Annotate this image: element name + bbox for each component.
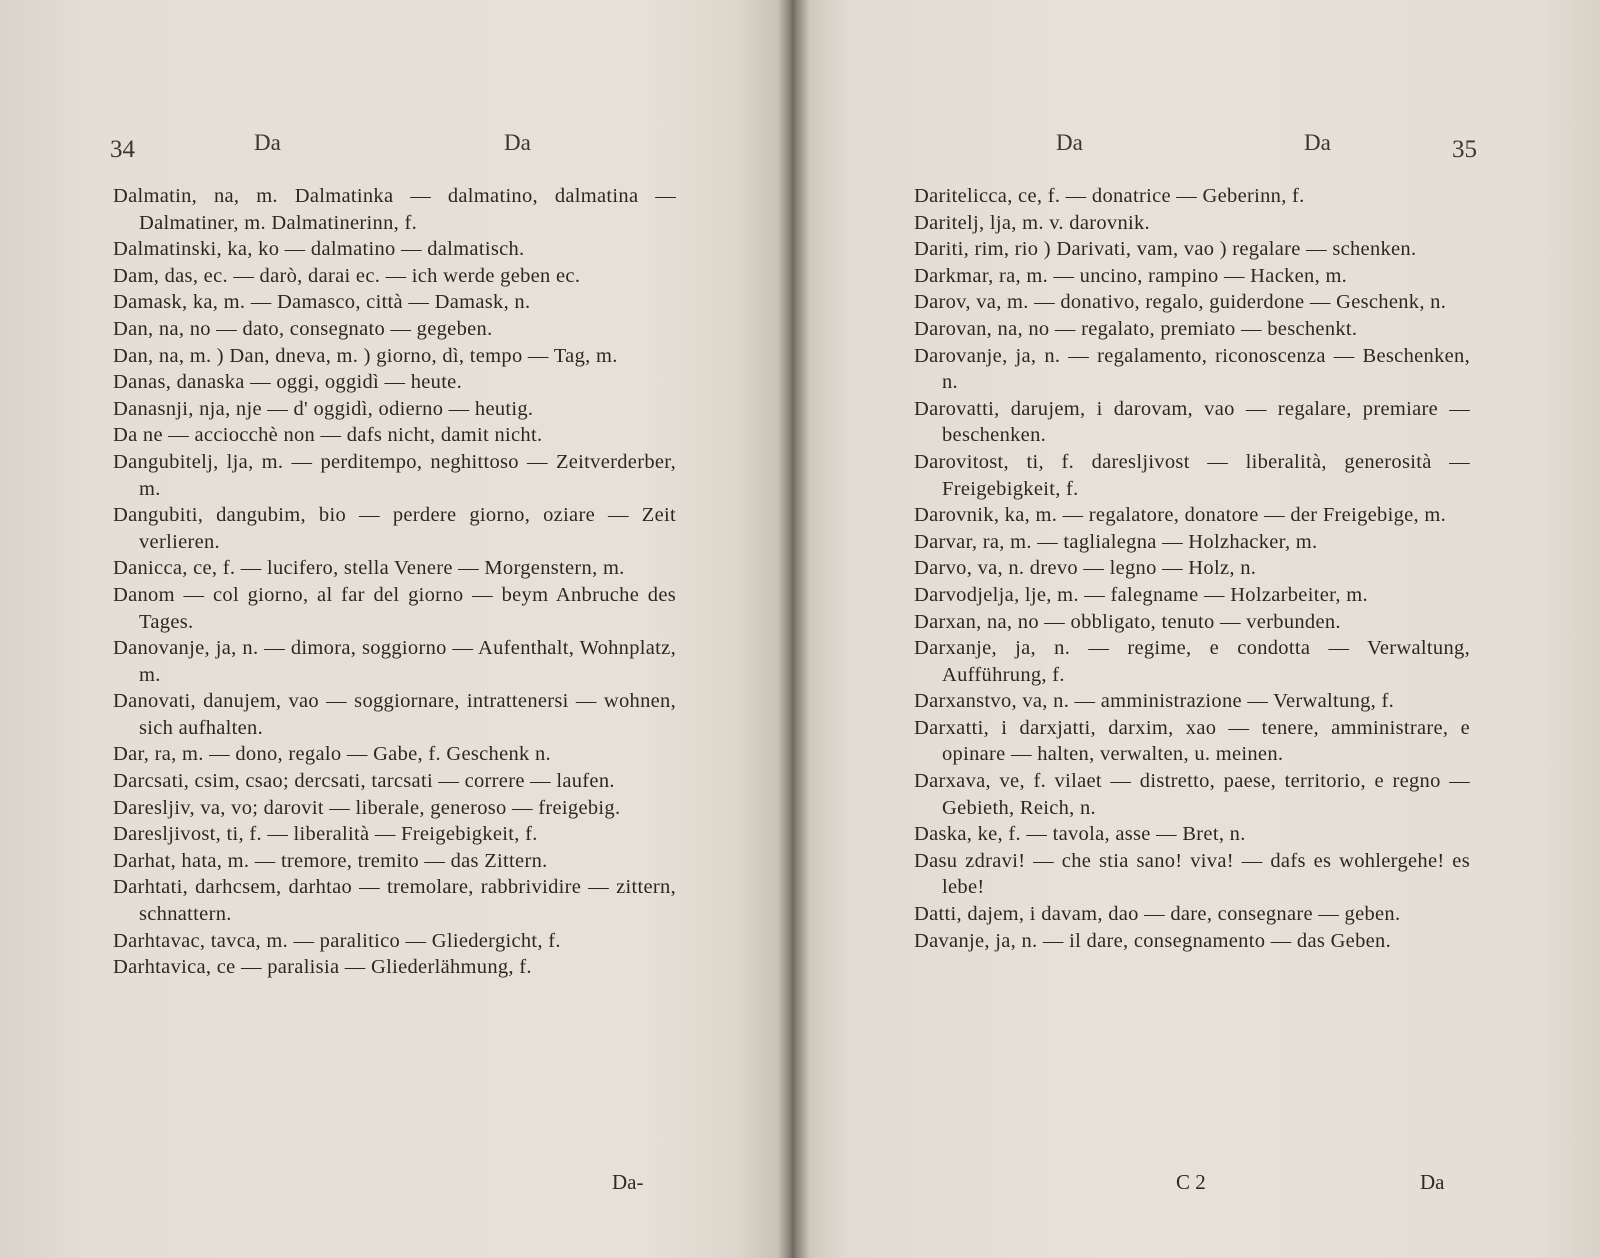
dictionary-entry: Darovitost, ti, f. daresljivost — liberalità, generosità — Freigebigkeit, f. xyxy=(914,450,1470,500)
dictionary-entry: Darvo, va, n. drevo — legno — Holz, n. xyxy=(914,557,1257,580)
dictionary-entry: Danicca, ce, f. — lucifero, stella Venere — Morgenstern, m. xyxy=(113,557,625,580)
dictionary-entries xyxy=(113,183,676,981)
dictionary-entry: Darhtati, darhcsem, darhtao — tremolare, rabbrividire — zittern, schnattern. xyxy=(113,876,676,926)
dictionary-entry: Davanje, ja, n. — il dare, consegnamento — das Geben. xyxy=(914,929,1391,952)
dictionary-entries xyxy=(914,183,1470,954)
dictionary-entry: Daska, ke, f. — tavola, asse — Bret, n. xyxy=(914,823,1246,846)
dictionary-entry: Darovatti, darujem, i darovam, vao — regalare, premiare — beschenken. xyxy=(914,397,1470,447)
dictionary-entry: Darovan, na, no — regalato, premiato — beschenkt. xyxy=(914,317,1358,340)
dictionary-entry: Daresljiv, va, vo; darovit — liberale, generoso — freigebig. xyxy=(113,796,621,819)
dictionary-entry: Danovanje, ja, n. — dimora, soggiorno — Aufenthalt, Wohnplatz, m. xyxy=(113,637,676,686)
dictionary-entry: Darkmar, ra, m. — uncino, rampino — Hacken, m. xyxy=(914,264,1348,287)
dictionary-entry: Danas, danaska — oggi, oggidì — heute. xyxy=(113,371,463,394)
dictionary-entry: Darvodjelja, lje, m. — falegname — Holzarbeiter, m. xyxy=(914,583,1368,606)
dictionary-entry: Dam, das, ec. — darò, darai ec. — ich werde geben ec. xyxy=(113,264,581,287)
dictionary-entry: Darovanje, ja, n. — regalamento, riconoscenza — Beschenken, n. xyxy=(914,344,1470,394)
running-head-left: Da xyxy=(254,130,281,155)
dictionary-entry: Darhat, hata, m. — tremore, tremito — das Zittern. xyxy=(113,849,548,872)
running-head-left: Da xyxy=(1056,130,1083,155)
running-head-right: Da xyxy=(504,130,531,155)
dictionary-entry: Datti, dajem, i davam, dao — dare, consegnare — geben. xyxy=(914,903,1401,926)
dictionary-entry: Darxatti, i darxjatti, darxim, xao — tenere, amministrare, e opinare — halten, verwalten, u. meinen. xyxy=(914,716,1470,766)
dictionary-entry: Darvar, ra, m. — taglialegna — Holzhacker, m. xyxy=(914,530,1318,553)
dictionary-entry: Dalmatin, na, m. Dalmatinka — dalmatino, dalmatina — Dalmatiner, m. Dalmatinerinn, f. xyxy=(113,185,676,234)
page-number: 34 xyxy=(110,136,135,163)
dictionary-entry: Darov, va, m. — donativo, regalo, guiderdone — Geschenk, n. xyxy=(914,291,1447,314)
left-page xyxy=(0,0,790,1258)
dictionary-entry: Darhtavac, tavca, m. — paralitico — Gliedergicht, f. xyxy=(113,929,561,952)
running-head-right: Da xyxy=(1304,130,1331,155)
right-page xyxy=(790,0,1600,1258)
dictionary-entry: Darovnik, ka, m. — regalatore, donatore — der Freigebige, m. xyxy=(914,504,1447,527)
dictionary-entry: Danom — col giorno, al far del giorno — beym Anbruche des Tages. xyxy=(113,583,676,633)
dictionary-entry: Damask, ka, m. — Damasco, città — Damask, n. xyxy=(113,291,531,314)
dictionary-entry: Daritelj, lja, m. v. darovnik. xyxy=(914,211,1150,234)
dictionary-entry: Daresljivost, ti, f. — liberalità — Freigebigkeit, f. xyxy=(113,823,538,846)
dictionary-entry: Dan, na, m. ) Dan, dneva, m. ) giorno, dì, tempo — Tag, m. xyxy=(113,344,618,367)
dictionary-entry: Da ne — acciocchè non — dafs nicht, damit nicht. xyxy=(113,424,543,447)
page-number: 35 xyxy=(1452,136,1477,163)
dictionary-entry: Daritelicca, ce, f. — donatrice — Geberinn, f. xyxy=(914,185,1305,207)
dictionary-entry: Darhtavica, ce — paralisia — Gliederlähmung, f. xyxy=(113,956,532,979)
dictionary-entry: Dangubiti, dangubim, bio — perdere giorno, oziare — Zeit verlieren. xyxy=(113,504,676,553)
dictionary-entry: Danovati, danujem, vao — soggiornare, intrattenersi — wohnen, sich aufhalten. xyxy=(113,690,676,739)
dictionary-entry: Darxava, ve, f. vilaet — distretto, paese, territorio, e regno — Gebieth, Reich, n. xyxy=(914,770,1470,819)
dictionary-entry: Darxan, na, no — obbligato, tenuto — verbunden. xyxy=(914,610,1341,633)
dictionary-entry: Danasnji, nja, nje — d' oggidì, odierno — heutig. xyxy=(113,397,534,420)
dictionary-entry: Darxanstvo, va, n. — amministrazione — Verwaltung, f. xyxy=(914,690,1395,713)
catchword: Da xyxy=(1420,1170,1445,1194)
signature-mark: C 2 xyxy=(1176,1170,1206,1194)
dictionary-entry: Dalmatinski, ka, ko — dalmatino — dalmatisch. xyxy=(113,238,525,261)
dictionary-entry: Dar, ra, m. — dono, regalo — Gabe, f. Geschenk n. xyxy=(113,743,551,766)
catchword: Da- xyxy=(612,1170,644,1194)
dictionary-entry: Dariti, rim, rio ) Darivati, vam, vao ) regalare — schenken. xyxy=(914,238,1417,261)
dictionary-entry: Dasu zdravi! — che stia sano! viva! — dafs es wohlergehe! es lebe! xyxy=(914,849,1470,899)
dictionary-entry: Dan, na, no — dato, consegnato — gegeben. xyxy=(113,317,493,340)
dictionary-entry: Darxanje, ja, n. — regime, e condotta — Verwaltung, Aufführung, f. xyxy=(914,637,1470,686)
dictionary-entry: Dangubitelj, lja, m. — perditempo, neghittoso — Zeitverderber, m. xyxy=(113,450,676,500)
dictionary-entry: Darcsati, csim, csao; dercsati, tarcsati — correre — laufen. xyxy=(113,770,615,793)
